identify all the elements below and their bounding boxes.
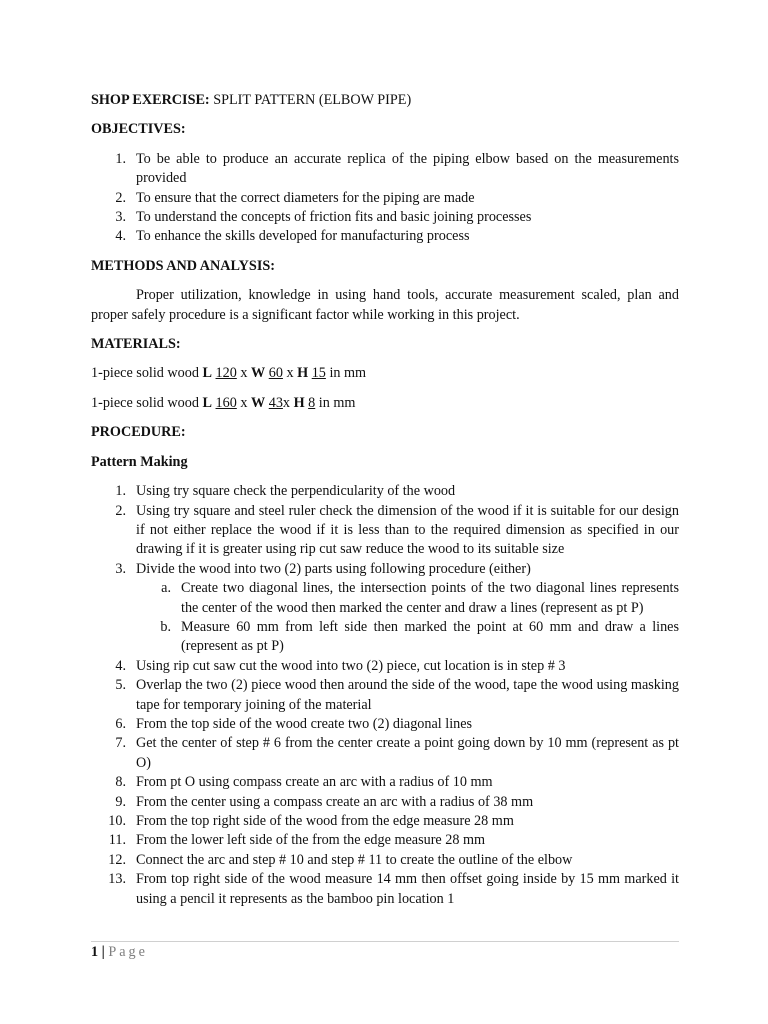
procedure-heading: PROCEDURE:: [91, 424, 186, 441]
materials-heading: MATERIALS:: [91, 336, 181, 353]
list-item: 13. From top right side of the wood measure 14 mm then offset going inside by 15 mm marked it using a pencil it represents as the bamboo pin location 1: [108, 871, 679, 907]
material-item-1: 1-piece solid wood L 120 x W 60 x H 15 in mm: [91, 365, 367, 382]
list-item: 1. To be able to produce an accurate replica of the piping elbow based on the measurements provided: [115, 150, 679, 187]
list-item: 7. Get the center of step # 6 from the center create a point going down by 10 mm (represent as pt O): [115, 735, 679, 771]
list-item: 3. To understand the concepts of friction fits and basic joining processes: [115, 209, 532, 226]
material-item-2: 1-piece solid wood L 160 x W 43x H 8 in mm: [91, 394, 356, 411]
list-item: a. Create two diagonal lines, the intersection points of the two diagonal lines represents the center of the wood then marked the center and draw a lines (represent as pt P): [161, 580, 679, 616]
list-item: 3. Divide the wood into two (2) parts using following procedure (either) a. Create two diagonal lines, the intersection points of the two diagonal lines represents the center of the wood then marked the center and draw a lines (represent as pt P) b. Measure 60 mm from left side then marked the point at 60 mm and draw a lines (represent as pt P): [91, 560, 679, 657]
objectives-heading: OBJECTIVES:: [91, 121, 186, 138]
page-number: 1: [91, 944, 99, 960]
methods-paragraph: Proper utilization, knowledge in using hand tools, accurate measurement scaled, plan and proper safely procedure is a significant factor while working in this project.: [91, 287, 679, 323]
footer-divider: [91, 941, 679, 942]
list-item: 11. From the lower left side of the from the edge measure 28 mm: [108, 832, 486, 849]
list-item: 4. To enhance the skills developed for manufacturing process: [115, 228, 470, 245]
methods-heading: METHODS AND ANALYSIS:: [91, 257, 275, 274]
procedure-steps-list: [91, 482, 679, 909]
list-item: 2. Using try square and steel ruler check the dimension of the wood if it is suitable for our design if not either replace the wood if it is less than to the required dimension as specified in our drawing if it is greater using rip cut saw reduce the wood to its suitable size: [115, 502, 679, 558]
list-item: 8. From pt O using compass create an arc with a radius of 10 mm: [115, 774, 493, 791]
document-title: SHOP EXERCISE: SPLIT PATTERN (ELBOW PIPE): [91, 92, 412, 108]
list-item: 5. Overlap the two (2) piece wood then around the side of the wood, tape the wood using masking tape for temporary joining of the material: [115, 677, 679, 713]
objectives-list: [91, 150, 679, 247]
footer-separator: |: [98, 944, 109, 960]
list-item: 12. Connect the arc and step # 10 and step # 11 to create the outline of the elbow: [108, 851, 573, 868]
list-item: 10. From the top right side of the wood from the edge measure 28 mm: [108, 813, 514, 829]
list-item: 2. To ensure that the correct diameters for the piping are made: [115, 189, 475, 206]
pattern-making-subheading: Pattern Making: [91, 453, 188, 470]
list-item: b. Measure 60 mm from left side then marked the point at 60 mm and draw a lines (represent as pt P): [160, 618, 679, 655]
list-item: 9. From the center using a compass create an arc with a radius of 38 mm: [115, 793, 534, 810]
page-footer: [91, 943, 148, 962]
list-item: 1. Using try square check the perpendicularity of the wood: [115, 483, 456, 500]
list-item: 6. From the top side of the wood create two (2) diagonal lines: [115, 715, 473, 732]
document-page: [91, 91, 679, 909]
list-item: 4. Using rip cut saw cut the wood into two (2) piece, cut location is in step # 3: [115, 657, 566, 674]
procedure-substeps-list: [91, 579, 679, 657]
page-label: Page: [108, 944, 148, 960]
